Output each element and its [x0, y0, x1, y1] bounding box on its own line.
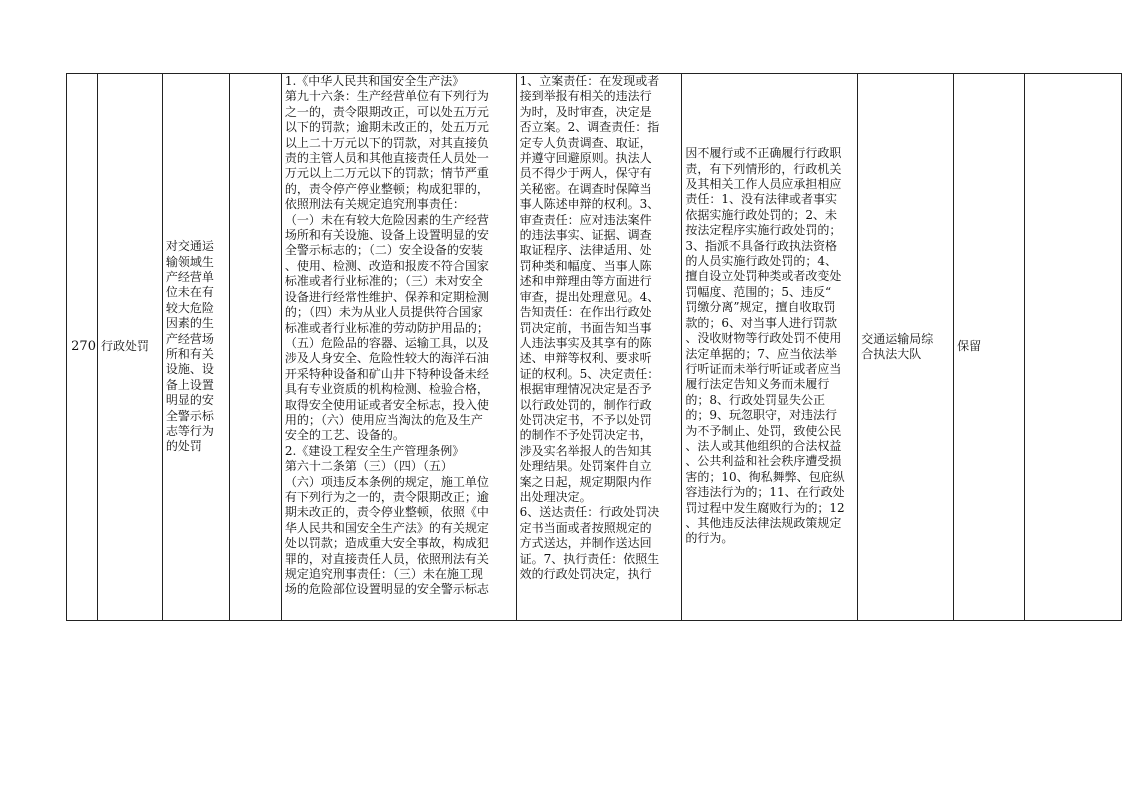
power-item-name: 对交通运 输领域生 产经营单 位未在有 较大危险 因素的生 产经营场 所和有关 设施、设 备上设置 明显的安 全警示标 志等行为 的处罚: [165, 239, 214, 454]
accountability-cell: [682, 74, 858, 621]
power-category: 行政处罚: [100, 339, 149, 354]
row-number: 270: [71, 339, 96, 355]
status-cell: [954, 74, 1025, 621]
sub-item-cell: [229, 74, 281, 621]
row-number-cell: [67, 74, 98, 621]
responsibility-cell: [516, 74, 682, 621]
power-list-table: [66, 73, 1122, 621]
basis-cell: [281, 74, 516, 621]
implementing-body-cell: [858, 74, 954, 621]
responsibility-text: 1、立案责任：在发现或者 接到举报有相关的违法行 为时，及时审查，决定是 否立案。2、调查责任：指 定专人负责调查、取证， 并遵守回避原则。执法人 员不得少于两人，保守有 关秘密。在调查时保障当 事人陈述申辩的权利。3、 审查责任：应对违法案件 的违法事实、证据、调查 取证程序、法律适用、处 罚种类和幅度、当事人陈 述和申辩理由等方面进行 审查，提出处理意见。4、 告知责任：在作出行政处 罚决定前，书面告知当事 人违法事实及其享有的陈 述、申辩等权利、要求听 证的权利。5、决定责任： 根据审理情况决定是否予 以行政处罚的，制作行政 处罚决定书，不予以处罚 的制作不予处罚决定书， 涉及实名举报人的告知其 处理结果。处罚案件自立 案之日起，规定期限内作 出处理决定。 6、送达责任：行政处罚决 定书当面或者按照规定的 方式送达，并制作送达回 证。7、执行责任：依照生 效的行政处罚决定，执行: [519, 74, 660, 581]
accountability-text: 因不履行或不正确履行行政职 责，有下列情形的，行政机关 及其相关工作人员应承担相应 责任：1、没有法律或者事实 依据实施行政处罚的；2、未 按法定程序实施行政处罚的； 3、指派不具备行政执法资格 的人员实施行政处罚的；4、 擅自设立处罚种类或者改变处 罚幅度、范围的；5、违反“ 罚缴分离”规定，擅自收取罚 款的；6、对当事人进行罚款 、没收财物等行政处罚不使用 法定单据的；7、应当依法举 行听证而未举行听证或者应当 履行法定告知义务而未履行 的；8、行政处罚显失公正 的；9、玩忽职守，对违法行 为不予制止、处罚，致使公民 、法人或其他组织的合法权益 、公共利益和社会秩序遭受损 害的；10、徇私舞弊、包庇纵 容违法行为的；11、在行政处 罚过程中发生腐败行为的；12 、其他违反法律法规政策规定 的行为。: [685, 146, 845, 546]
remarks-cell: [1025, 74, 1122, 621]
legal-basis-text: 1.《中华人民共和国安全生产法》 第九十六条：生产经营单位有下列行为 之一的，责令限期改正，可以处五万元 以下的罚款；逾期未改正的，处五万元 以上二十万元以下的罚款，对其直接负 责的主管人员和其他直接责任人员处一 万元以上二万元以下的罚款；情节严重 的，责令停产停业整顿；构成犯罪的， 依照刑法有关规定追究刑事责任： （一）未在有较大危险因素的生产经营 场所和有关设施、设备上设置明显的安 全警示标志的；（二）安全设备的安装 、使用、检测、改造和报废不符合国家 标准或者行业标准的；（三）未对安全 设备进行经常性维护、保养和定期检测 的；（四）未为从业人员提供符合国家 标准或者行业标准的劳动防护用品的； （五）危险品的容器、运输工具，以及 涉及人身安全、危险性较大的海洋石油 开采特种设备和矿山井下特种设备未经 具有专业资质的机构检测、检验合格， 取得安全使用证或者安全标志，投入使 用的；（六）使用应当淘汰的危及生产 安全的工艺、设备的。 2.《建设工程安全生产管理条例》 第六十二条第（三）（四）（五） （六）项违反本条例的规定，施工单位 有下列行为之一的，责令限期改正；逾 期未改正的，责令停业整顿，依照《中 华人民共和国安全生产法》的有关规定 处以罚款；造成重大安全事故，构成犯 罪的，对直接责任人员，依照刑法有关 规定追究刑事责任：（三）未在施工现 场的危险部位设置明显的安全警示标志: [284, 74, 489, 597]
implementing-body: 交通运输局综 合执法大队: [861, 331, 934, 361]
item-name-cell: [162, 74, 229, 621]
table-row: [67, 74, 1122, 621]
status-text: 保留: [957, 339, 982, 354]
category-cell: [97, 74, 162, 621]
